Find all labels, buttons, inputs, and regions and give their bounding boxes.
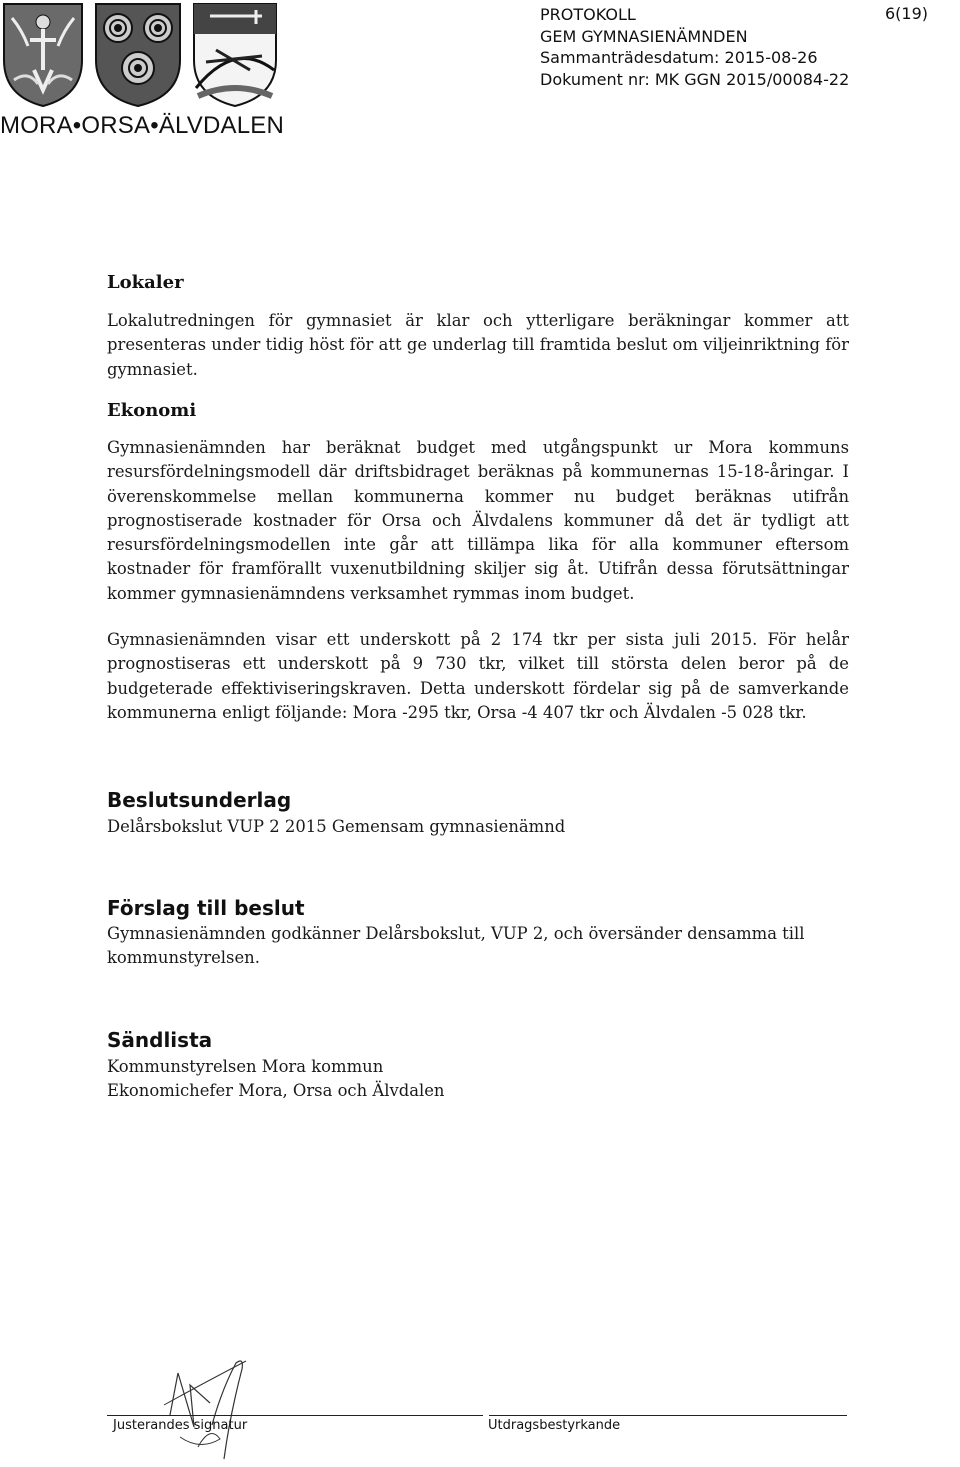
section-heading-beslutsunderlag: Beslutsunderlag [107, 788, 292, 812]
document-number: Dokument nr: MK GGN 2015/00084-22 [540, 69, 850, 89]
alvdalen-coat-of-arms-icon [194, 4, 276, 106]
certification-line [489, 1415, 847, 1416]
sandlista-recipient: Ekonomichefer Mora, Orsa och Älvdalen [107, 1081, 445, 1100]
handwritten-signature [150, 1355, 260, 1467]
ekonomi-paragraph-1: Gymnasienämnden har beräknat budget med utgångspunkt ur Mora kommuns resursfördelningsmodell där driftsbidraget beräknas på kommunernas 15-18-åringar. I överenskommelse mellan kommunerna kommer nu budget beräknas utifrån prognostiserade kostnader för Orsa och Älvdalens kommuner då det är tydligt att resursfördelningsmodellen inte går att tillämpa lika för alla kommuner eftersom kostnader för framförallt vuxenutbildning skiljer sig åt. Utifrån dessa förutsättningar kommer gymnasienämndens verksamhet rymmas inom budget. [107, 438, 849, 603]
forslag-paragraph: Gymnasienämnden godkänner Delårsbokslut, VUP 2, och översänder densamma till kommunstyrelsen. [107, 924, 805, 968]
mora-coat-of-arms-icon [4, 4, 82, 106]
meeting-date: Sammanträdesdatum: 2015-08-26 [540, 48, 818, 67]
section-heading-forslag-till-beslut: Förslag till beslut [107, 896, 305, 920]
municipal-coats-of-arms [0, 0, 280, 108]
municipality-name: MORA•ORSA•ÄLVDALEN [0, 112, 285, 139]
section-heading-sandlista: Sändlista [107, 1028, 213, 1052]
page-number: 6(19) [885, 4, 929, 23]
signature-label: Justerandes signatur [113, 1418, 248, 1433]
ekonomi-paragraph-2: Gymnasienämnden visar ett underskott på 2 174 tkr per sista juli 2015. För helår prognostiseras ett underskott på 9 730 tkr, vilket till största delen beror på de budgeterade effektiviseringskraven. Detta underskott fördelar sig på de samverkande kommunerna enligt följande: Mora -295 tkr, Orsa -4 407 tkr och Älvdalen -5 028 tkr. [107, 630, 849, 722]
lokaler-paragraph: Lokalutredningen för gymnasiet är klar och ytterligare beräkningar kommer att presenteras under tidig höst för att ge underlag till framtida beslut om viljeinriktning för gymnasiet. [107, 311, 849, 379]
certification-label: Utdragsbestyrkande [488, 1418, 621, 1433]
document-type: PROTOKOLL [540, 5, 636, 24]
orsa-coat-of-arms-icon [96, 4, 180, 106]
section-heading-lokaler: Lokaler [107, 272, 184, 293]
beslutsunderlag-item: Delårsbokslut VUP 2 2015 Gemensam gymnasienämnd [107, 817, 566, 836]
section-heading-ekonomi: Ekonomi [107, 400, 197, 421]
document-header [540, 4, 849, 90]
signature-line [107, 1415, 483, 1416]
committee-name: GEM GYMNASIENÄMNDEN [540, 26, 748, 46]
sandlista-recipient: Kommunstyrelsen Mora kommun [107, 1057, 384, 1076]
